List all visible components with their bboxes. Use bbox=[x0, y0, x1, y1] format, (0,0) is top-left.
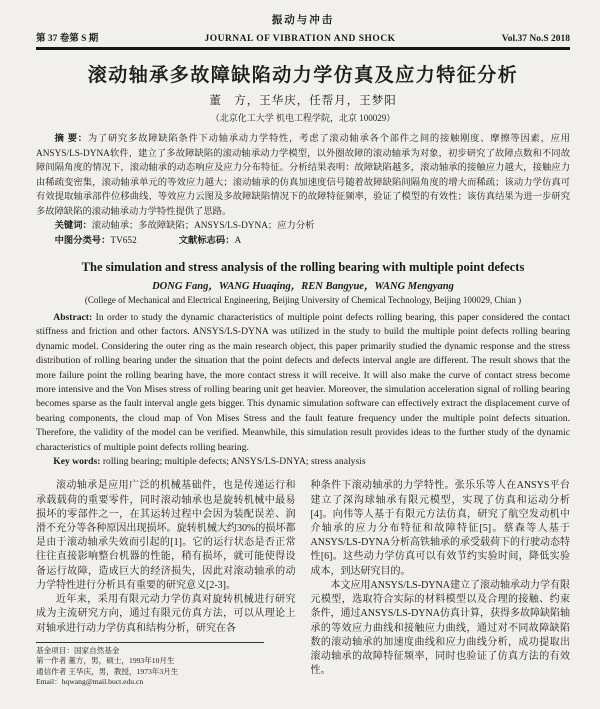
footnote-email: Email：hqwang@mail.buct.edu.cn bbox=[36, 677, 144, 687]
affiliation-cn: （北京化工大学 机电工程学院，北京 100029） bbox=[210, 113, 396, 123]
authors-en: DONG Fang，WANG Huaqing，REN Bangyue，WANG Mengyang bbox=[152, 281, 454, 292]
keywords-cn-text: 滚动轴承；多故障缺陷；ANSYS/LS-DYNA；应力分析 bbox=[91, 221, 315, 231]
footnote-corresponding-author: 通信作者 王华庆，男，教授，1973年3月生 bbox=[36, 666, 179, 676]
body-left-column bbox=[36, 479, 296, 688]
article-title-en: The simulation and stress analysis of the rolling bearing with multiple point defects bbox=[81, 260, 525, 274]
abstract-en-label: Abstract: bbox=[53, 312, 93, 323]
journal-header-row bbox=[36, 30, 570, 44]
footnote-first-author: 第一作者 董方，男，硕士，1993年10月生 bbox=[36, 656, 175, 666]
article-title-cn: 滚动轴承多故障缺陷动力学仿真及应力特征分析 bbox=[87, 65, 519, 86]
clc-label: 中图分类号： bbox=[54, 235, 111, 246]
affiliation-en: (College of Mechanical and Electrical Engineering, Beijing University of Chemical Technology, Beijing 100029, Chian ) bbox=[84, 295, 522, 305]
journal-name-en: JOURNAL OF VIBRATION AND SHOCK bbox=[204, 34, 396, 44]
abstract-cn-label: 摘 要： bbox=[54, 134, 88, 144]
footnote-block bbox=[36, 642, 296, 688]
journal-masthead-cn: 振动与冲击 bbox=[271, 15, 335, 26]
abstract-en bbox=[36, 311, 570, 455]
abstract-cn-text: 为了研究多故障缺陷条件下动轴承动力学特性，考虑了滚动轴承各个部件之间的接触刚度、摩擦等因素，应用ANSYS/LS-DYNA软件，建立了多故障缺陷的滚动轴承动力学模型，以外圈故障的滚动轴承为对象，初步研究了故障点数和不同故障间隔角度的情况下，滚动轴承的动态响应及应力分布特征。分析结果表明：故障缺陷越多，滚动轴承的接触应力越大，接触应力由稀疏变密集，滚动轴承单元的等效应力越大；滚动轴承的仿真加速度信号随着故障缺陷间隔角度的增大而稀疏；该动力学仿真可有效提取轴承部件位移曲线、等效应力云图及多故障缺陷情况下的故障特征频率，验证了模型的有效性；该仿真结果为进一步研究多故障缺陷的滚动轴承动力学特性提供了思路。 bbox=[36, 134, 570, 217]
body-paragraph: 近年来，采用有限元动力学仿真对旋转机械进行研究成为主流研究方向，通过有限元仿真方法，可以从理论上对轴承进行动力学仿真和结构分析，研究在各 bbox=[36, 594, 296, 634]
keywords-cn-label: 关键词： bbox=[54, 221, 92, 231]
keywords-cn bbox=[36, 219, 570, 234]
keywords-en bbox=[36, 455, 570, 469]
clc-line bbox=[36, 234, 570, 249]
clc-value: TV652 bbox=[110, 235, 137, 246]
body-paragraph: 滚动轴承是应用广泛的机械基础件，也是传递运行和承载载荷的重要零件，同时滚动轴承也是旋转机械中最易损坏的零部件之一，在其运转过程中会因为装配误差、润滑不充分等各种原因出现损坏。旋转机械大约30%的损坏都是由于滚动轴承失效而引起的[1]。它的运行状态是否正常往往直接影响整台机器的性能，稍有损坏，就可能使得设备运行故障，造成巨大的经济损失，因此对滚动轴承的动力学特性进行分析具有重要的研究意义[2-3]。 bbox=[36, 480, 296, 591]
header-rule bbox=[36, 47, 570, 50]
footnote-fund: 基金项目：国家自然基金 bbox=[36, 645, 120, 655]
journal-issue-cn: 第 37 卷第 S 期 bbox=[36, 34, 99, 44]
body-paragraph: 本文应用ANSYS/LS-DYNA建立了滚动轴承动力学有限元模型，选取符合实际的材料模型以及合理的接触、约束条件，通过ANSYS/LS-DYNA仿真计算，获得多故障缺陷轴承的等效应力曲线和接触应力曲线，通过对不同故障缺陷数的滚动轴承的加速度曲线和应力曲线分析，成功提取出滚动轴承的故障特征频率，同时也验证了仿真方法的有效性。 bbox=[310, 579, 570, 677]
doc-code-label: 文献标志码： bbox=[178, 235, 235, 246]
abstract-en-text: In order to study the dynamic characteristics of multiple point defects rolling bearing, this paper considered the contact stiffness and friction and other factors. ANSYS/LS-DYNA was utilized in the study to build the multiple point defects rolling bearing dynamic model. Considering the outer ring as the main research object, this paper primarily studied the dynamic response and the stress distribution of rolling bearing under the situation that the point defects and defects interval angle are different. The result shows that the more failure point the rolling bearing have, the more contact stress it will receive. It will also make the curve of contact stress become more intensive and the Von Mises stress of rolling bearing unit get heavier. Moreover, the simulation acceleration signal of rolling bearing becomes sparse as the fault interval angle gets bigger. This dynamic simulation software can effectively extract the displacement curve of bearing components, the cloud map of Von Mises Stress and the fault feature frequency under the multiple point defects situation. Therefore, the validity of the model can be verified. Meanwhile, this simulation result provides ideas to the further study of the dynamic characteristics of multiple point defects rolling bearing. bbox=[36, 312, 570, 453]
body-right-column bbox=[311, 479, 571, 688]
authors-cn: 董 方，王华庆，任帮月，王梦阳 bbox=[209, 95, 397, 107]
footnote-rule bbox=[36, 642, 264, 643]
body-paragraph: 种条件下滚动轴承的力学特性。张乐乐等人在ANSYS平台建立了深沟球轴承有限元模型，实现了仿真和运动分析[4]。向伟等人基于有限元方法仿真，研究了航空发动机中介轴承的应力分布特征和故障特征[5]。蔡森等人基于ANSYS/LS-DYNA分析高铁轴承的承受载荷下的行驶动态特性[6]。这些动力学仿真可以有效节约实验时间，降低实验成本，到达研究目的。 bbox=[310, 480, 570, 577]
abstract-cn bbox=[36, 132, 570, 219]
doc-code-value: A bbox=[234, 235, 242, 246]
keywords-en-label: Key words: bbox=[53, 456, 101, 468]
body-columns bbox=[36, 479, 570, 688]
keywords-en-text: rolling bearing; multiple defects; ANSYS/LS-DNYA; stress analysis bbox=[102, 456, 366, 468]
journal-issue-en: Vol.37 No.S 2018 bbox=[501, 34, 570, 44]
